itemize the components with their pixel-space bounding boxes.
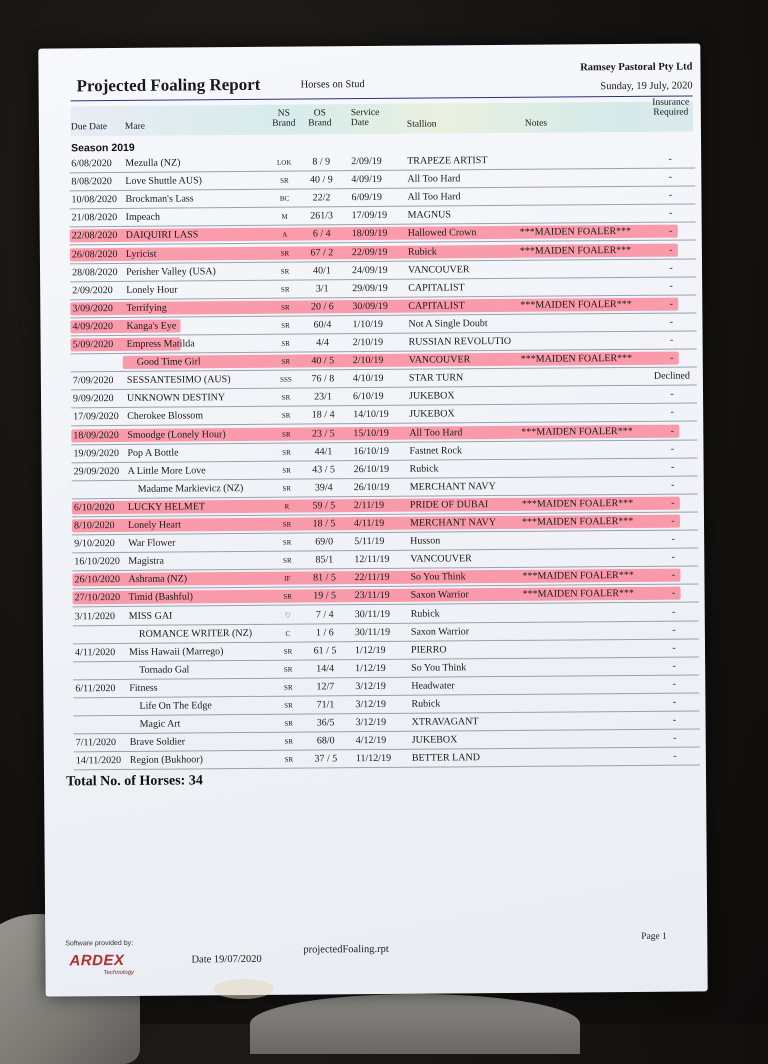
insurance-cell: - xyxy=(670,407,674,419)
os-brand-cell: 36/5 xyxy=(316,717,335,729)
ns-brand-cell: A xyxy=(282,231,288,240)
os-brand-cell: 6 / 4 xyxy=(312,228,331,240)
fabric-bottom xyxy=(250,994,580,1054)
notes-cell: ***MAIDEN FOALER*** xyxy=(521,515,634,528)
service-date-cell: 2/09/19 xyxy=(351,155,382,168)
mare-cell: Brave Soldier xyxy=(129,736,186,749)
service-date-cell: 2/10/19 xyxy=(352,355,384,367)
service-date-cell: 30/09/19 xyxy=(352,300,388,312)
ns-brand-cell: M xyxy=(281,212,288,222)
mare-cell: Kanga's Eye xyxy=(126,320,177,332)
stallion-cell: PIERRO xyxy=(410,644,447,656)
notes-cell: ***MAIDEN FOALER*** xyxy=(521,425,633,438)
ns-brand-cell: SR xyxy=(280,176,289,185)
due-date-cell: 9/10/2020 xyxy=(74,538,115,550)
service-date-cell: 17/09/19 xyxy=(351,210,388,222)
ns-brand-cell: LOK xyxy=(276,158,292,167)
report-date: Sunday, 19 July, 2020 xyxy=(600,80,693,93)
stallion-cell: TRAPEZE ARTIST xyxy=(407,155,488,167)
insurance-cell: - xyxy=(671,479,675,491)
insurance-cell: - xyxy=(669,280,673,292)
logo-tagline: Technology xyxy=(103,969,135,977)
notes-cell: ***MAIDEN FOALER*** xyxy=(519,244,632,257)
insurance-cell: - xyxy=(670,388,674,400)
mare-cell: DAIQUIRI LASS xyxy=(125,229,199,242)
os-brand-cell: 23/1 xyxy=(314,391,332,403)
stallion-cell: Fastnet Rock xyxy=(409,444,462,457)
insurance-cell: - xyxy=(668,189,673,201)
col-service-label: Service xyxy=(350,107,380,119)
service-date-cell: 29/09/19 xyxy=(352,282,388,294)
ns-brand-cell: SR xyxy=(284,719,293,728)
mare-cell: SESSANTESIMO (AUS) xyxy=(126,374,231,387)
due-date-cell: 18/09/2020 xyxy=(73,429,119,441)
stallion-cell: Headwater xyxy=(411,680,455,692)
due-date-cell: 9/09/2020 xyxy=(72,393,114,405)
total-horses: Total No. of Horses: 34 xyxy=(65,773,203,790)
os-brand-cell: 18 / 4 xyxy=(311,409,335,421)
ns-brand-cell: SR xyxy=(282,448,291,457)
stallion-cell: PRIDE OF DUBAI xyxy=(409,498,489,511)
notes-cell: ***MAIDEN FOALER*** xyxy=(521,497,634,510)
os-brand-cell: 68/0 xyxy=(316,735,335,747)
due-date-cell: 6/10/2020 xyxy=(73,501,115,514)
insurance-cell: - xyxy=(672,606,676,618)
report-paper xyxy=(38,43,707,996)
stallion-cell: XTRAVAGANT xyxy=(411,716,479,728)
ns-brand-cell: ♡ xyxy=(284,611,291,620)
service-date-cell: 4/12/19 xyxy=(355,735,387,747)
foaling-rows xyxy=(38,43,707,996)
os-brand-cell: 61 / 5 xyxy=(313,644,337,657)
insurance-cell: - xyxy=(668,153,672,165)
ns-brand-cell: SR xyxy=(281,357,291,366)
mare-cell: Terrifying xyxy=(126,302,167,314)
due-date-cell: 4/09/2020 xyxy=(72,320,114,333)
mare-cell: Impeach xyxy=(125,211,161,224)
ns-brand-cell: SR xyxy=(282,466,291,475)
insurance-cell: - xyxy=(672,696,677,708)
insurance-cell: - xyxy=(672,624,676,636)
stallion-cell: RUSSIAN REVOLUTIO xyxy=(408,335,512,348)
service-date-cell: 6/10/19 xyxy=(352,391,384,403)
due-date-cell: 29/09/2020 xyxy=(73,465,120,478)
ns-brand-cell: SR xyxy=(280,285,290,294)
ns-brand-cell: SR xyxy=(280,267,290,276)
stallion-cell: JUKEBOX xyxy=(408,390,455,403)
ns-brand-cell: BC xyxy=(279,194,290,203)
os-brand-cell: 43 / 5 xyxy=(312,463,336,476)
service-date-cell: 1/12/19 xyxy=(354,644,386,656)
mare-cell: LUCKY HELMET xyxy=(127,501,206,513)
mare-cell: Miss Hawaii (Marrego) xyxy=(128,645,224,658)
os-brand-cell: 60/4 xyxy=(313,319,332,331)
service-date-cell: 3/12/19 xyxy=(355,716,387,729)
notes-cell: ***MAIDEN FOALER*** xyxy=(520,353,633,365)
ns-brand-cell: SR xyxy=(282,484,292,493)
notes-cell: ***MAIDEN FOALER*** xyxy=(519,226,632,239)
mare-cell: Love Shuttle AUS) xyxy=(125,175,203,188)
due-date-cell: 2/09/2020 xyxy=(72,284,113,297)
due-date-cell: 16/10/2020 xyxy=(74,556,120,568)
insurance-cell: - xyxy=(669,316,674,328)
due-date-cell: 8/08/2020 xyxy=(71,176,112,188)
service-date-cell: 1/10/19 xyxy=(352,318,384,331)
mare-cell: ROMANCE WRITER (NZ) xyxy=(138,627,253,640)
ns-brand-cell: SR xyxy=(282,430,291,439)
mare-cell: Timid (Bashful) xyxy=(128,591,194,604)
stallion-cell: Hallowed Crown xyxy=(407,227,477,240)
ns-brand-cell: SR xyxy=(284,755,294,764)
stallion-cell: MERCHANT NAVY xyxy=(409,517,497,529)
mare-cell: Lyricist xyxy=(125,248,157,260)
due-date-cell: 27/10/2020 xyxy=(74,592,121,604)
col-os-label: OS xyxy=(313,108,326,119)
service-date-cell: 5/11/19 xyxy=(354,536,385,548)
paper-stain xyxy=(214,979,274,999)
service-date-cell: 3/12/19 xyxy=(355,698,387,711)
col-insurance-label: Insurance xyxy=(652,97,690,108)
due-date-cell: 8/10/2020 xyxy=(73,520,115,532)
due-date-cell: 3/11/2020 xyxy=(74,610,115,622)
insurance-cell: - xyxy=(671,497,675,509)
insurance-cell: - xyxy=(669,244,673,256)
col-notes: Notes xyxy=(524,118,548,129)
stallion-cell: Rubick xyxy=(409,463,439,475)
ns-brand-cell: SR xyxy=(281,412,291,421)
service-date-cell: 11/12/19 xyxy=(355,753,392,765)
stallion-cell: Saxon Warrior xyxy=(410,589,469,602)
os-brand-cell: 37 / 5 xyxy=(314,753,338,765)
insurance-cell: - xyxy=(671,588,676,600)
col-mare: Mare xyxy=(124,121,145,132)
insurance-cell: - xyxy=(671,551,676,563)
due-date-cell: 22/08/2020 xyxy=(71,230,118,242)
due-date-cell: 19/09/2020 xyxy=(73,447,120,459)
report-subtitle: Horses on Stud xyxy=(300,79,365,91)
mare-cell: War Flower xyxy=(128,537,176,550)
due-date-cell: 6/08/2020 xyxy=(71,158,112,170)
insurance-cell: Declined xyxy=(653,370,690,382)
insurance-cell: - xyxy=(669,262,673,274)
notes-cell: ***MAIDEN FOALER*** xyxy=(520,298,632,311)
stallion-cell: MERCHANT NAVY xyxy=(409,480,496,493)
service-date-cell: 12/11/19 xyxy=(354,554,390,566)
mare-cell: Empress Matilda xyxy=(126,338,195,350)
mare-cell: Cherokee Blossom xyxy=(127,410,204,423)
stallion-cell: CAPITALIST xyxy=(408,281,465,294)
footer-date: Date 19/07/2020 xyxy=(191,953,262,966)
stallion-cell: Rubick xyxy=(411,698,441,710)
col-os-brand: Brand xyxy=(308,118,332,129)
stallion-cell: VANCOUVER xyxy=(410,553,472,565)
service-date-cell: 2/11/19 xyxy=(353,499,385,512)
stallion-cell: Rubick xyxy=(410,607,440,620)
service-date-cell: 30/11/19 xyxy=(354,608,390,620)
stallion-cell: MAGNUS xyxy=(407,209,451,222)
stallion-cell: All Too Hard xyxy=(409,426,463,439)
ns-brand-cell: SR xyxy=(284,737,294,746)
due-date-cell: 6/11/2020 xyxy=(75,682,116,695)
insurance-cell: - xyxy=(672,660,676,672)
ns-brand-cell: SR xyxy=(282,520,292,529)
mare-cell: Life On The Edge xyxy=(139,700,212,712)
insurance-cell: - xyxy=(672,642,676,654)
mare-cell: Ashrama (NZ) xyxy=(128,573,188,586)
service-date-cell: 23/11/19 xyxy=(354,590,390,602)
software-credit: Software provided by: xyxy=(65,939,134,948)
os-brand-cell: 261/3 xyxy=(310,210,334,222)
ns-brand-cell: SR xyxy=(284,701,293,710)
service-date-cell: 18/09/19 xyxy=(351,228,388,240)
os-brand-cell: 67 / 2 xyxy=(310,246,334,258)
report-title: Projected Foaling Report xyxy=(76,74,261,96)
os-brand-cell: 40 / 5 xyxy=(311,355,335,367)
insurance-cell: - xyxy=(671,569,676,581)
os-brand-cell: 23 / 5 xyxy=(311,427,335,439)
stallion-cell: Not A Single Doubt xyxy=(408,317,488,330)
ns-brand-cell: SR xyxy=(280,249,290,258)
mare-cell: Region (Bukhoor) xyxy=(129,754,203,767)
service-date-cell: 14/10/19 xyxy=(353,409,389,421)
os-brand-cell: 40 / 9 xyxy=(309,174,333,186)
insurance-cell: - xyxy=(671,533,675,545)
mare-cell: Lonely Hour xyxy=(126,284,178,296)
service-date-cell: 4/11/19 xyxy=(353,517,385,530)
os-brand-cell: 3/1 xyxy=(315,283,329,295)
col-ns-brand: Brand xyxy=(272,118,296,129)
company-name: Ramsey Pastoral Pty Ltd xyxy=(580,61,693,74)
mare-cell: Madame Markievicz (NZ) xyxy=(137,482,244,495)
service-date-cell: 4/09/19 xyxy=(351,174,382,186)
insurance-cell: - xyxy=(668,207,673,219)
os-brand-cell: 7 / 4 xyxy=(315,608,334,620)
os-brand-cell: 44/1 xyxy=(314,445,333,458)
col-insurance-required: Required xyxy=(653,107,689,118)
ns-brand-cell: SR xyxy=(283,665,293,674)
due-date-cell: 26/08/2020 xyxy=(71,248,118,260)
stallion-cell: Rubick xyxy=(407,245,437,258)
stallion-cell: All Too Hard xyxy=(407,191,461,203)
os-brand-cell: 40/1 xyxy=(313,264,331,277)
ns-brand-cell: R xyxy=(284,502,290,511)
stallion-cell: JUKEBOX xyxy=(411,734,458,746)
mare-cell: A Little More Love xyxy=(127,465,206,477)
service-date-cell: 16/10/19 xyxy=(353,445,390,457)
os-brand-cell: 39/4 xyxy=(314,482,333,494)
service-date-cell: 3/12/19 xyxy=(355,680,386,693)
os-brand-cell: 19 / 5 xyxy=(313,590,337,602)
insurance-cell: - xyxy=(669,298,674,310)
stallion-cell: BETTER LAND xyxy=(411,752,480,764)
ns-brand-cell: SR xyxy=(281,321,290,330)
ardex-logo xyxy=(69,952,159,987)
due-date-cell: 3/09/2020 xyxy=(72,302,113,315)
insurance-cell: - xyxy=(672,678,677,690)
os-brand-cell: 8 / 9 xyxy=(312,156,331,168)
service-date-cell: 30/11/19 xyxy=(354,626,391,638)
stallion-cell: JUKEBOX xyxy=(409,408,455,421)
os-brand-cell: 71/1 xyxy=(316,699,335,711)
notes-cell: ***MAIDEN FOALER*** xyxy=(522,570,634,583)
service-date-cell: 26/10/19 xyxy=(353,481,390,493)
service-date-cell: 15/10/19 xyxy=(353,427,389,439)
service-date-cell: 1/12/19 xyxy=(355,662,386,674)
logo-wordmark: ARDEX xyxy=(69,951,125,970)
stallion-cell: VANCOUVER xyxy=(407,263,470,276)
ns-brand-cell: SR xyxy=(281,339,290,348)
mare-cell: Mezulla (NZ) xyxy=(125,157,181,169)
due-date-cell: 7/11/2020 xyxy=(75,737,116,749)
insurance-cell: - xyxy=(673,732,677,744)
mare-cell: Perisher Valley (USA) xyxy=(126,265,216,278)
mare-cell: Good Time Girl xyxy=(136,356,201,368)
insurance-cell: - xyxy=(672,714,677,726)
ns-brand-cell: SR xyxy=(281,393,291,403)
insurance-cell: - xyxy=(670,352,674,364)
os-brand-cell: 20 / 6 xyxy=(310,301,334,313)
mare-cell: Brockman's Lass xyxy=(125,193,194,206)
mare-cell: MISS GAI xyxy=(128,610,173,622)
ns-brand-cell: SSS xyxy=(280,375,292,384)
insurance-cell: - xyxy=(670,443,675,455)
mare-cell: Tornado Gal xyxy=(139,664,190,676)
insurance-cell: - xyxy=(668,171,673,183)
service-date-cell: 22/09/19 xyxy=(351,246,388,258)
os-brand-cell: 59 / 5 xyxy=(312,500,336,512)
insurance-cell: - xyxy=(669,334,674,346)
notes-cell: ***MAIDEN FOALER*** xyxy=(522,588,635,601)
ns-brand-cell: SR xyxy=(281,303,290,312)
mare-cell: UNKNOWN DESTINY xyxy=(126,392,226,405)
stallion-cell: All Too Hard xyxy=(407,173,461,185)
mare-cell: Magistra xyxy=(128,555,164,568)
stallion-cell: CAPITALIST xyxy=(408,300,465,312)
os-brand-cell: 69/0 xyxy=(315,536,334,548)
footer-filename: projectedFoaling.rpt xyxy=(303,943,389,956)
stallion-cell: Saxon Warrior xyxy=(410,625,470,638)
os-brand-cell: 12/7 xyxy=(316,681,335,693)
os-brand-cell: 1 / 6 xyxy=(315,626,334,639)
stallion-cell: Husson xyxy=(410,535,441,547)
due-date-cell: 14/11/2020 xyxy=(75,755,122,767)
service-date-cell: 6/09/19 xyxy=(351,192,383,204)
stallion-cell: STAR TURN xyxy=(408,372,464,384)
due-date-cell: 21/08/2020 xyxy=(71,212,118,224)
col-stallion: Stallion xyxy=(406,119,437,130)
os-brand-cell: 76 / 8 xyxy=(311,373,335,385)
os-brand-cell: 85/1 xyxy=(315,554,334,566)
os-brand-cell: 14/4 xyxy=(316,663,335,675)
ns-brand-cell: SR xyxy=(283,647,293,656)
insurance-cell: - xyxy=(673,750,677,762)
os-brand-cell: 4/4 xyxy=(316,337,330,349)
due-date-cell: 4/11/2020 xyxy=(74,646,116,659)
os-brand-cell: 81 / 5 xyxy=(313,572,336,584)
stallion-cell: So You Think xyxy=(410,571,466,584)
col-ns-label: NS xyxy=(277,108,290,119)
service-date-cell: 2/10/19 xyxy=(352,336,384,349)
service-date-cell: 4/10/19 xyxy=(352,373,384,385)
stallion-cell: VANCOUVER xyxy=(408,354,471,366)
season-label: Season 2019 xyxy=(71,141,135,155)
ns-brand-cell: IF xyxy=(284,574,291,583)
service-date-cell: 22/11/19 xyxy=(354,572,390,584)
insurance-cell: - xyxy=(670,425,675,437)
col-service-date: Date xyxy=(350,118,369,129)
os-brand-cell: 18 / 5 xyxy=(312,518,336,530)
insurance-cell: - xyxy=(669,226,673,238)
mare-cell: Lonely Heart xyxy=(127,519,182,531)
ns-brand-cell: SR xyxy=(284,683,293,692)
ns-brand-cell: C xyxy=(285,629,291,638)
due-date-cell: 7/09/2020 xyxy=(72,375,114,387)
service-date-cell: 26/10/19 xyxy=(353,463,390,475)
due-date-cell: 10/08/2020 xyxy=(71,194,118,206)
col-due-date: Due Date xyxy=(70,122,108,133)
ns-brand-cell: SR xyxy=(283,593,292,602)
mare-cell: Magic Art xyxy=(139,718,181,730)
due-date-cell: 5/09/2020 xyxy=(72,339,114,351)
ns-brand-cell: SR xyxy=(283,556,292,565)
mare-cell: Smoodge (Lonely Hour) xyxy=(127,428,226,441)
due-date-cell: 17/09/2020 xyxy=(73,411,119,423)
insurance-cell: - xyxy=(671,515,675,527)
os-brand-cell: 22/2 xyxy=(312,192,331,204)
mare-cell: Pop A Bottle xyxy=(127,447,179,459)
ns-brand-cell: SR xyxy=(282,538,292,547)
table-row xyxy=(44,749,706,771)
due-date-cell: 28/08/2020 xyxy=(72,266,118,278)
stallion-cell: So You Think xyxy=(411,662,467,674)
footer-page: Page 1 xyxy=(641,931,667,942)
mare-cell: Fitness xyxy=(129,682,158,694)
insurance-cell: - xyxy=(670,461,675,473)
due-date-cell: 26/10/2020 xyxy=(74,574,121,586)
service-date-cell: 24/09/19 xyxy=(351,264,388,276)
